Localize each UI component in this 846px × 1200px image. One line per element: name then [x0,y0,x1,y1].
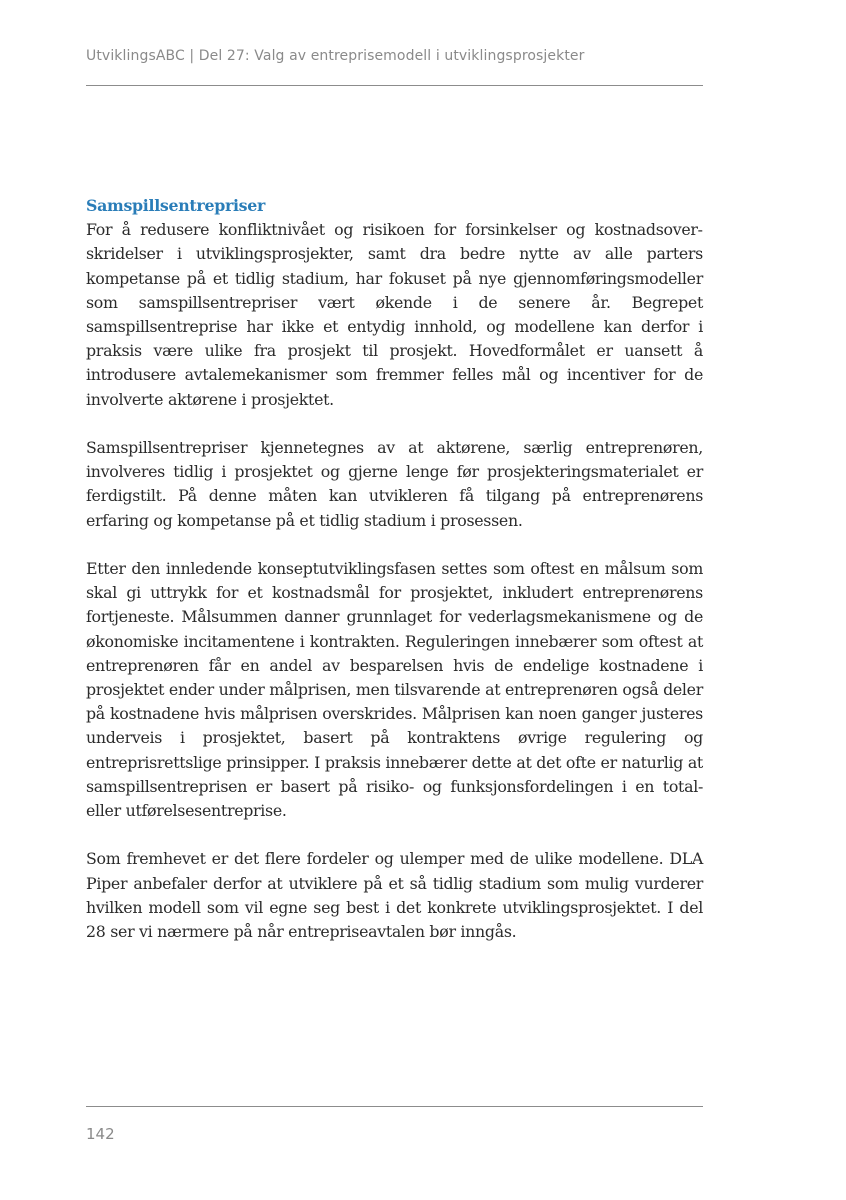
paragraph-3: Etter den innledende konseptutviklingsfasen settes som oftest en målsum som skal gi uttrykk for et kostnadsmål for prosjektet, inkludert entreprenørens fortjeneste. Målsummen danner grunnlaget for vederlagsmekanismene og de økonomiske incitamentene i kontrakten. Reguleringen innebærer som oftest at entreprenøren får en andel av besparelsen hvis de endelige kostnadene i prosjektet ender under målprisen, men tilsvarende at entreprenøren også deler på kostnadene hvis målprisen overskrides. Målprisen kan noen ganger justeres underveis i prosjektet, basert på kontraktens øvrige regulering og entreprisrettslige prinsipper. I praksis innebærer dette at det ofte er naturlig at samspillsentreprisen er basert på risiko- og funksjonsfordelingen i en total- eller utførelsesentreprise. [86,559,703,821]
running-header: UtviklingsABC | Del 27: Valg av entreprisemodell i utviklingsprosjekter [86,48,585,64]
paragraph-1: For å redusere konfliktnivået og risikoen for forsinkelser og kostnadsoverskridelser i utviklingsprosjekter, samt dra bedre nytte av alle parters kompetanse på et tidlig stadium, har fokuset på nye gjennomføringsmodeller som samspillsentrepriser vært økende i de senere år. Begrepet samspillsentreprise har ikke et entydig innhold, og modellene kan derfor i praksis være ulike fra prosjekt til prosjekt. Hovedformålet er uansett å introdusere avtalemekanismer som fremmer felles mål og incentiver for de involverte aktørene i prosjektet. [86,220,703,409]
header-divider [86,85,703,86]
section-heading: Samspillsentrepriser [86,196,266,215]
footer-divider [86,1106,703,1107]
main-content [86,194,703,944]
page-number: 142 [86,1125,115,1143]
paragraph-2: Samspillsentrepriser kjennetegnes av at aktørene, særlig entreprenøren, involveres tidlig i prosjektet og gjerne lenge før prosjekteringsmaterialet er ferdigstilt. På denne måten kan utvikleren få tilgang på entreprenørens erfaring og kompetanse på et tidlig stadium i prosessen. [86,438,703,530]
paragraph-4: Som fremhevet er det flere fordeler og ulemper med de ulike modellene. DLA Piper anbefaler derfor at utviklere på et så tidlig stadium som mulig vurderer hvilken modell som vil egne seg best i det konkrete utviklingsprosjektet. I del 28 ser vi nærmere på når entrepriseavtalen bør inngås. [86,849,703,942]
